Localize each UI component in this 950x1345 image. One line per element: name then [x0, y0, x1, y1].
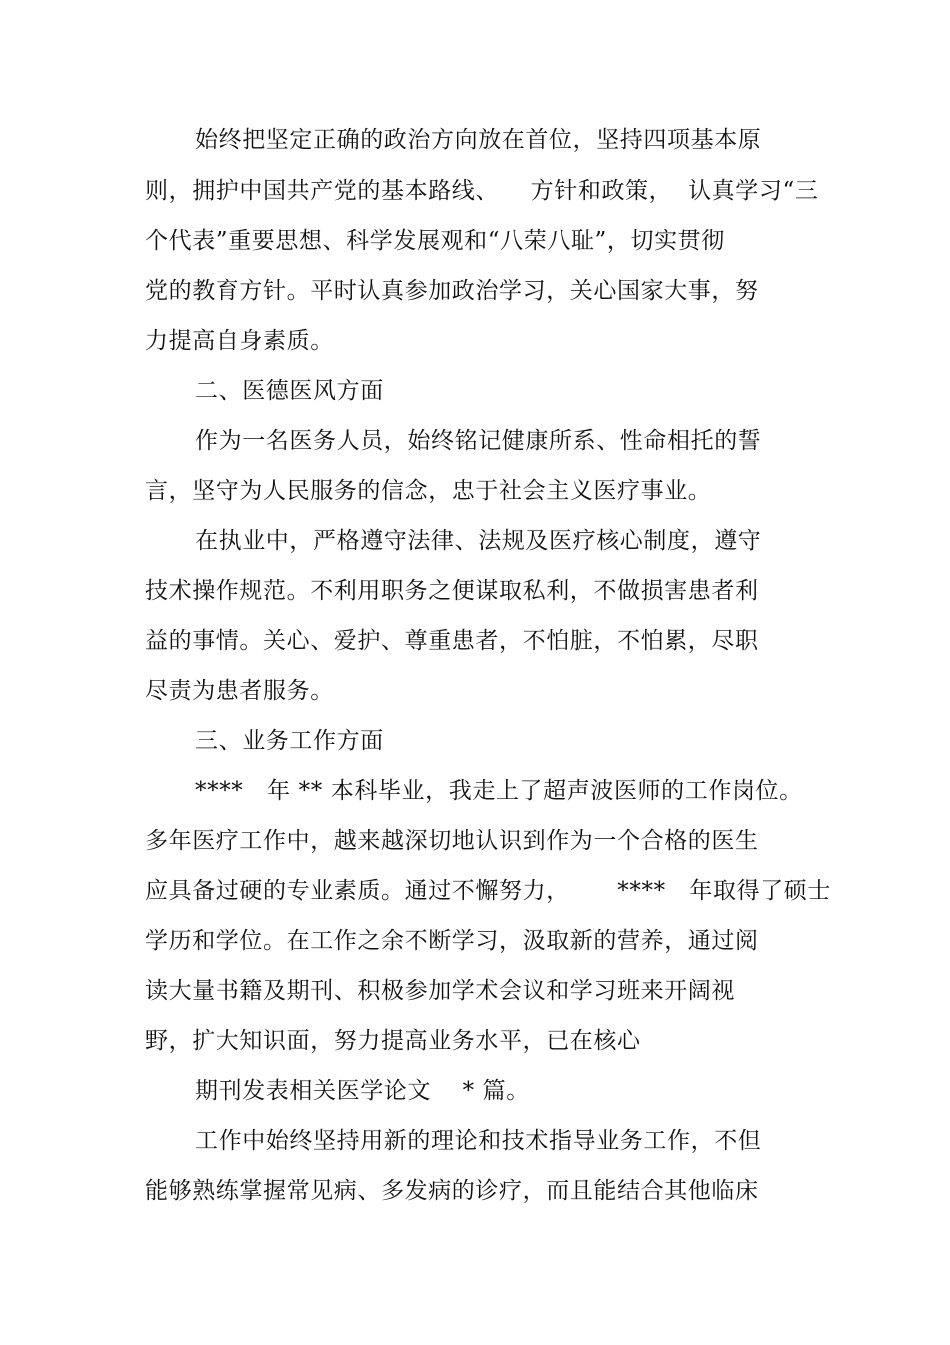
- paragraph-line: 在执业中，严格遵守法律、法规及医疗核心制度，遵守: [195, 528, 762, 554]
- paragraph-line: **** 年 ** 本科毕业，我走上了超声波医师的工作岗位。: [195, 778, 803, 804]
- paragraph-line: 读大量书籍及期刊、积极参加学术会议和学习班来开阔视: [145, 978, 735, 1004]
- paragraph-line: 力提高自身素质。: [145, 328, 334, 354]
- paragraph-line: 技术操作规范。不利用职务之便谋取私利，不做损害患者利: [145, 578, 759, 604]
- paragraph-line: 益的事情。关心、爱护、尊重患者，不怕脏，不怕累，尽职: [145, 628, 759, 654]
- paragraph-line: 言，坚守为人民服务的信念，忠于社会主义医疗事业。: [145, 478, 712, 504]
- paragraph-line: 期刊发表相关医学论文 * 篇。: [195, 1078, 530, 1104]
- paragraph-line: 能够熟练掌握常见病、多发病的诊疗，而且能结合其他临床: [145, 1178, 759, 1204]
- paragraph-line: 野，扩大知识面，努力提高业务水平，已在核心: [145, 1028, 641, 1054]
- paragraph-line: 作为一名医务人员，始终铭记健康所系、性命相托的誓: [195, 428, 762, 454]
- paragraph-line: 党的教育方针。平时认真参加政治学习，关心国家大事，努: [145, 278, 759, 304]
- paragraph-line: 多年医疗工作中，越来越深切地认识到作为一个合格的医生: [145, 828, 759, 854]
- section-heading: 二、医德医风方面: [195, 378, 384, 404]
- section-heading: 三、业务工作方面: [195, 728, 384, 754]
- paragraph-line: 个代表”重要思想、科学发展观和“八荣八耻”，切实贯彻: [145, 228, 725, 254]
- paragraph-line: 应具备过硬的专业素质。通过不懈努力， **** 年取得了硕士: [145, 878, 831, 904]
- paragraph-line: 则，拥护中国共产党的基本路线、 方针和政策， 认真学习“三: [145, 178, 819, 204]
- paragraph-line: 始终把坚定正确的政治方向放在首位，坚持四项基本原: [195, 127, 762, 153]
- paragraph-line: 尽责为患者服务。: [145, 678, 334, 704]
- paragraph-line: 学历和学位。在工作之余不断学习，汲取新的营养，通过阅: [145, 928, 759, 954]
- paragraph-line: 工作中始终坚持用新的理论和技术指导业务工作，不但: [195, 1128, 762, 1154]
